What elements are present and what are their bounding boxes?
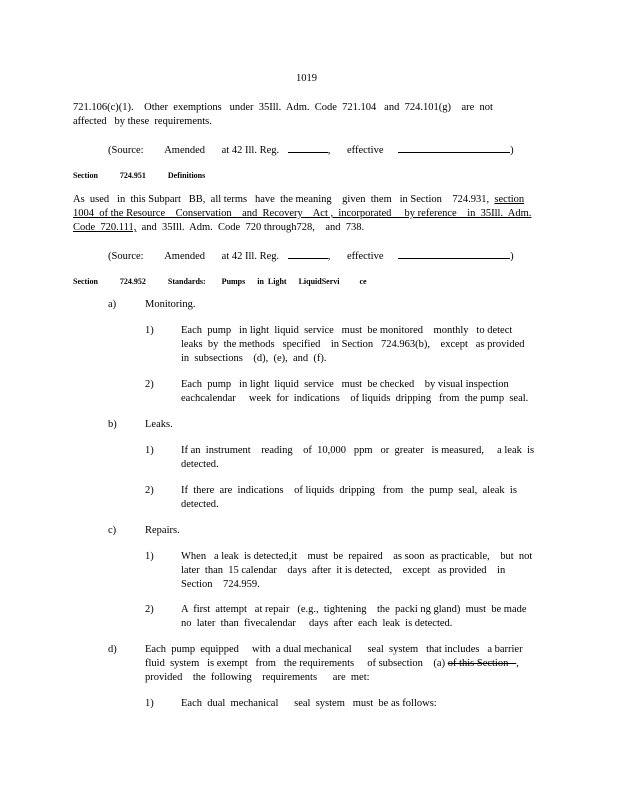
definitions-tail: and 35Ill. Adm. Code 720 through728, and 738. (136, 222, 365, 233)
section-952-heading (73, 275, 367, 289)
source-comma: , (327, 145, 331, 156)
source-effective: effective (346, 251, 384, 262)
a1-line-2: leaks by the methods specified in Section 724.963(b), except as provided (181, 339, 525, 350)
definitions-line-2: 1004 of the Resource Conservation and Recovery Act , incorporated by reference in 35Ill. Adm. (73, 208, 532, 219)
b1-line-2: detected. (181, 459, 219, 470)
d-line-1: Each pump equipped with a dual mechanical seal system that includes a barrier (145, 644, 523, 655)
c2-line-2: no later than fivecalendar days after each leak is detected. (181, 618, 453, 629)
d1-line-1: Each dual mechanical seal system must be as follows: (181, 698, 437, 709)
b2-number: 2) (145, 485, 154, 496)
b1-line-1: If an instrument reading of 10,000 ppm or greater is measured, a leak is (181, 445, 535, 456)
c2-line-1: A first attempt at repair (e.g., tightening the packi ng gland) must be made (181, 604, 527, 615)
source-close: ) (510, 145, 514, 156)
d-line-2 (145, 657, 519, 671)
source-effective: effective (346, 145, 384, 156)
source-lead: (Source: (108, 251, 144, 262)
source-amended: Amended (164, 251, 206, 262)
d-line-3: provided the following requirements are met: (145, 672, 370, 683)
b2-line-1: If there are indications of liquids dripping from the pump seal, aleak is (181, 485, 517, 496)
definitions-text: As used in this Subpart BB, all terms have the meaning given them in Section 724.931, (73, 194, 495, 205)
d1-number: 1) (145, 698, 154, 709)
c1-line-3: Section 724.959. (181, 579, 260, 590)
c2-number: 2) (145, 604, 154, 615)
definitions-line-1 (73, 193, 524, 207)
a1-line-3: in subsections (d), (e), and (f). (181, 353, 327, 364)
c1-number: 1) (145, 551, 154, 562)
a2-number: 2) (145, 379, 154, 390)
b1-number: 1) (145, 445, 154, 456)
c1-line-1: When a leak is detected,it must be repaired as soon as practicable, but not (181, 551, 533, 562)
subsection-b-heading: Leaks. (145, 419, 173, 430)
definitions-line-3 (73, 221, 364, 235)
source-note-1 (108, 142, 514, 158)
section-label: Section (73, 171, 98, 180)
effective-blank (398, 142, 510, 153)
source-note-2 (108, 248, 514, 264)
section-number: 724.952 (119, 277, 146, 286)
definitions-inserted-code: Code 720.111, (73, 222, 137, 233)
section-title: Standards: Pumps in Light LiquidServi ce (167, 277, 367, 286)
source-reg: at 42 Ill. Reg. (221, 251, 280, 262)
a1-number: 1) (145, 325, 154, 336)
section-number: 724.951 (119, 171, 146, 180)
section-title: Definitions (167, 171, 206, 180)
source-close: ) (510, 251, 514, 262)
source-amended: Amended (164, 145, 206, 156)
a1-line-1: Each pump in light liquid service must be monitored monthly to detect (181, 325, 513, 336)
subsection-c-heading: Repairs. (145, 525, 180, 536)
source-lead: (Source: (108, 145, 144, 156)
subsection-a-label: a) (108, 299, 117, 310)
effective-blank (398, 248, 510, 259)
section-label: Section (73, 277, 98, 286)
b2-line-2: detected. (181, 499, 219, 510)
d-deleted-text: of this Section (447, 658, 517, 669)
definitions-inserted-text: section (494, 194, 525, 205)
d-line-2-end: , (516, 658, 519, 669)
section-951-heading (73, 169, 205, 183)
subsection-c-label: c) (108, 525, 117, 536)
subsection-d-label: d) (108, 644, 117, 655)
page-number: 1019 (296, 73, 317, 84)
source-reg: at 42 Ill. Reg. (221, 145, 280, 156)
a2-line-1: Each pump in light liquid service must be checked by visual inspection (181, 379, 509, 390)
subsection-b-label: b) (108, 419, 117, 430)
source-comma: , (327, 251, 331, 262)
a2-line-2: eachcalendar week for indications of liquids dripping from the pump seal. (181, 393, 529, 404)
reg-blank (288, 248, 328, 259)
intro-line-1: 721.106(c)(1). Other exemptions under 35Ill. Adm. Code 721.104 and 724.101(g) are not (73, 102, 493, 113)
d-line-2-text: fluid system is exempt from the requirements of subsection (a) (145, 658, 448, 669)
subsection-a-heading: Monitoring. (145, 299, 196, 310)
c1-line-2: later than 15 calendar days after it is detected, except as provided in (181, 565, 506, 576)
reg-blank (288, 142, 328, 153)
intro-line-2: affected by these requirements. (73, 116, 212, 127)
